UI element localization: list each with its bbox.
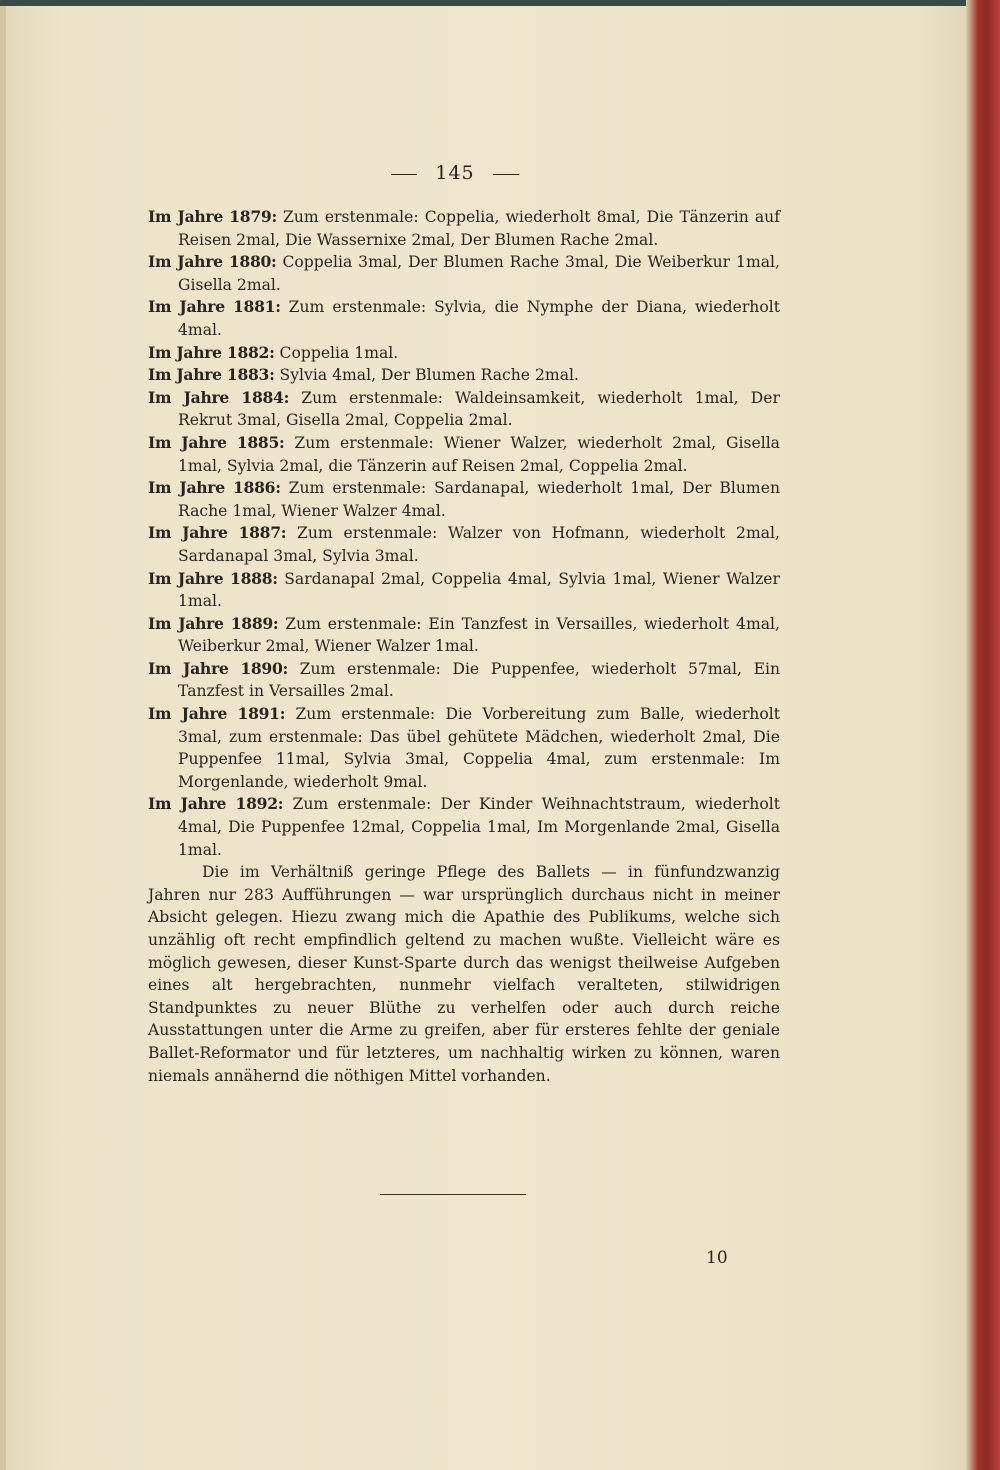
entry-text: Zum erstenmale: Wiener Walzer, wiederholt 2mal, Gisella 1mal, Sylvia 2mal, die Tänzerin auf Reisen 2mal, Coppelia 2mal.	[178, 433, 780, 475]
header-dash-left	[391, 174, 417, 175]
entry-text: Zum erstenmale: Ein Tanzfest in Versailles, wiederholt 4mal, Weiberkur 2mal, Wiener Walzer 1mal.	[178, 614, 780, 656]
entry-text: Zum erstenmale: Walzer von Hofmann, wiederholt 2mal, Sardanapal 3mal, Sylvia 3mal.	[178, 524, 780, 565]
year-entry	[148, 613, 780, 658]
book-spine-edge	[966, 0, 1000, 1470]
year-entry	[148, 477, 780, 522]
year-entry	[148, 522, 780, 567]
entry-year: Im Jahre 1889:	[148, 613, 279, 633]
year-entry	[148, 342, 780, 365]
signature-mark: 10	[706, 1248, 728, 1268]
year-entry	[148, 296, 780, 341]
year-entry	[148, 432, 780, 477]
year-entry	[148, 387, 780, 432]
entry-text: Zum erstenmale: Der Kinder Weihnachtstraum, wiederholt 4mal, Die Puppenfee 12mal, Coppelia 1mal, Im Morgenlande 2mal, Gisella 1mal.	[178, 795, 780, 859]
entry-text: Coppelia 1mal.	[279, 343, 399, 362]
page-left-edge	[0, 6, 6, 1470]
page-number-header	[0, 162, 910, 184]
entry-year: Im Jahre 1881:	[148, 297, 281, 317]
entry-year: Im Jahre 1887:	[148, 523, 287, 543]
closing-paragraph: Die im Verhältniß geringe Pflege des Ballets — in fünfundzwanzig Jahren nur 283 Aufführungen — war ursprünglich durchaus nicht in meiner Absicht gelegen. Hiezu zwang mich die Apathie des Publikums, welche sich unzählig oft recht empfindlich geltend zu machen wußte. Vielleicht wäre es möglich gewesen, dieser Kunst-Sparte durch das wenigst theilweise Aufgeben eines alt hergebrachten, nunmehr vielfach veralteten, stilwidrigen Standpunktes zu neuer Blüthe zu verhelfen oder auch durch reiche Ausstattungen unter die Arme zu greifen, aber für ersteres fehlte der geniale Ballet-Reformator und für letzteres, um nachhaltig wirken zu können, waren niemals annähernd die nöthigen Mittel vorhanden.	[148, 863, 780, 1085]
entry-text: Zum erstenmale: Die Puppenfee, wiederholt 57mal, Ein Tanzfest in Versailles 2mal.	[178, 659, 780, 701]
entry-year: Im Jahre 1879:	[148, 207, 277, 226]
page-body	[148, 206, 780, 1087]
entry-year: Im Jahre 1892:	[148, 794, 284, 814]
entry-year: Im Jahre 1884:	[148, 387, 290, 407]
year-entry	[148, 793, 780, 861]
entry-year: Im Jahre 1886:	[148, 478, 281, 498]
entry-year: Im Jahre 1882:	[148, 342, 275, 362]
entry-text: Zum erstenmale: Sylvia, die Nymphe der Diana, wiederholt 4mal.	[178, 298, 780, 339]
entry-text: Coppelia 3mal, Der Blumen Rache 3mal, Die Weiberkur 1mal, Gisella 2mal.	[178, 253, 780, 294]
year-entry	[148, 658, 780, 703]
entry-year: Im Jahre 1885:	[148, 432, 285, 452]
entry-year: Im Jahre 1880:	[148, 252, 277, 272]
entry-text: Zum erstenmale: Coppelia, wiederholt 8mal, Die Tänzerin auf Reisen 2mal, Die Wassernixe 2mal, Der Blumen Rache 2mal.	[178, 208, 780, 249]
year-entry	[148, 568, 780, 613]
page-number: 145	[435, 162, 475, 184]
entry-year: Im Jahre 1883:	[148, 365, 275, 385]
page-top-edge	[0, 0, 1000, 6]
year-entry	[148, 206, 780, 251]
entry-text: Sylvia 4mal, Der Blumen Rache 2mal.	[279, 366, 579, 385]
section-rule	[380, 1194, 526, 1195]
entry-year: Im Jahre 1891:	[148, 704, 286, 724]
year-entry	[148, 703, 780, 793]
year-entry	[148, 364, 780, 387]
year-entry	[148, 251, 780, 296]
entry-year: Im Jahre 1888:	[148, 568, 278, 588]
entry-text: Zum erstenmale: Die Vorbereitung zum Balle, wiederholt 3mal, zum erstenmale: Das übel gehütete Mädchen, wiederholt 2mal, Die Puppenfee 11mal, Sylvia 3mal, Coppelia 4mal, zum erstenmale: Im Morgenlande, wiederholt 9mal.	[178, 705, 780, 791]
entry-year: Im Jahre 1890:	[148, 658, 288, 678]
entry-text: Zum erstenmale: Sardanapal, wiederholt 1mal, Der Blumen Rache 1mal, Wiener Walzer 4mal.	[178, 479, 780, 520]
header-dash-right	[493, 174, 519, 175]
entry-text: Zum erstenmale: Waldeinsamkeit, wiederholt 1mal, Der Rekrut 3mal, Gisella 2mal, Coppelia 2mal.	[178, 388, 780, 430]
entry-text: Sardanapal 2mal, Coppelia 4mal, Sylvia 1mal, Wiener Walzer 1mal.	[178, 569, 780, 611]
